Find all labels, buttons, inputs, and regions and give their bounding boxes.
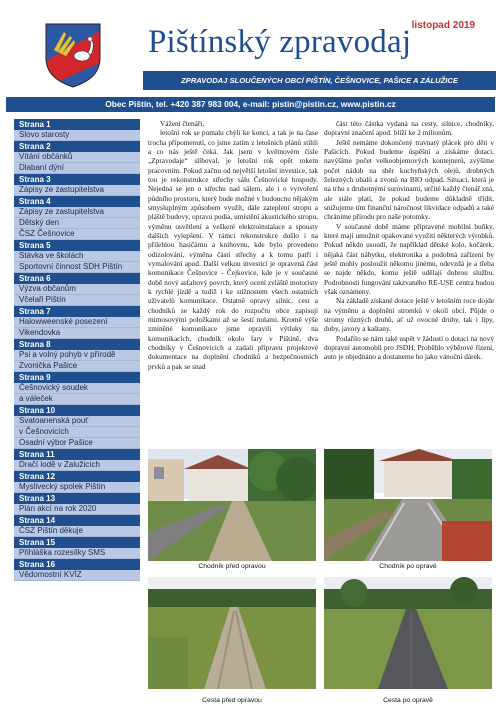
village-coat-of-arms — [44, 22, 102, 88]
toc-item: Sportovní činnost SDH Pištín — [14, 262, 140, 273]
toc-item: Stávka ve školách — [14, 251, 140, 262]
toc-item: Češnovický soudek — [14, 383, 140, 394]
toc-page-number: Strana 11 — [14, 449, 140, 460]
toc-entry — [14, 493, 140, 515]
toc-item: Psi a volný pohyb v přírodě — [14, 350, 140, 361]
toc-item: Zvonička Pašice — [14, 361, 140, 372]
toc-item: v Češnovicích — [14, 427, 140, 438]
toc-item: Osadní výbor Pašice — [14, 438, 140, 449]
toc-page-number: Strana 9 — [14, 372, 140, 383]
article-paragraph: část této částka vydaná na cesty, silnice, chodníky, dopravní značení apod. blíží ke 2 milionům. — [324, 119, 494, 138]
toc-entry — [14, 119, 140, 141]
toc-item: ČSZ Češnovice — [14, 229, 140, 240]
toc-item: Slovo starosty — [14, 130, 140, 141]
toc-item: Myslivecký spolek Pištín — [14, 482, 140, 493]
toc-entry — [14, 196, 140, 240]
toc-item: Vítání občánků — [14, 152, 140, 163]
article-paragraph: Na základě získané dotace ještě v letošním roce dojde na výměnu a doplnění stromků v okolí obcí. Půjde o stromy různých druhů, ať už ovocné druhy, tak i lípy, duby, javory a kaštany. — [324, 296, 494, 334]
toc-page-number: Strana 1 — [14, 119, 140, 130]
toc-page-number: Strana 16 — [14, 559, 140, 570]
toc-page-number: Strana 14 — [14, 515, 140, 526]
toc-page-number: Strana 3 — [14, 174, 140, 185]
toc-item: Vědomostní KVÍZ — [14, 570, 140, 581]
toc-page-number: Strana 6 — [14, 273, 140, 284]
toc-page-number: Strana 4 — [14, 196, 140, 207]
toc-item: Zápisy ze zastupitelstva — [14, 185, 140, 196]
toc-item: Svatoanenská pouť — [14, 416, 140, 427]
photo-caption: Cesta po opravě — [383, 697, 433, 704]
article-column-1 — [148, 119, 318, 371]
article-paragraph: Podařilo se nám také uspět v žádosti o dotaci na nový dopravní automobil pro JSDH. Proběhlo výběrové řízení, auto je objednáno a dostaneme ho jako vánoční dárek. — [324, 333, 494, 362]
photo-sidewalk-after — [324, 449, 492, 561]
toc-entry — [14, 339, 140, 372]
toc-item: a váleček — [14, 394, 140, 405]
toc-entry — [14, 537, 140, 559]
photo-caption: Chodník po opravě — [379, 563, 437, 570]
toc-item: Plán akcí na rok 2020 — [14, 504, 140, 515]
newsletter-subtitle: ZPRAVODAJ SLOUČENÝCH OBCÍ PIŠTÍN, ČEŠNOVICE, PAŠICE A ZÁLUŽICE — [143, 71, 496, 90]
toc-entry — [14, 449, 140, 471]
toc-page-number: Strana 10 — [14, 405, 140, 416]
toc-entry — [14, 471, 140, 493]
newsletter-title: Pištínský zpravodaj — [148, 24, 412, 60]
toc-page-number: Strana 15 — [14, 537, 140, 548]
photo-caption: Chodník před opravou — [198, 563, 266, 570]
toc-entry — [14, 174, 140, 196]
toc-page-number: Strana 8 — [14, 339, 140, 350]
article-paragraph: Vážení čtenáři, — [160, 119, 205, 128]
photo-path-before — [148, 577, 316, 689]
table-of-contents — [14, 119, 140, 581]
toc-item: Přihláška rozesílky SMS — [14, 548, 140, 559]
toc-entry — [14, 141, 140, 174]
toc-item: Včelaři Pištín — [14, 295, 140, 306]
contact-bar: Obec Pištín, tel. +420 387 983 004, e-mail: pistin@pistin.cz, www.pistin.cz — [6, 97, 495, 112]
toc-item: Dračí lodě v Zalužicích — [14, 460, 140, 471]
photo-path-after — [324, 577, 492, 689]
toc-page-number: Strana 5 — [14, 240, 140, 251]
toc-page-number: Strana 7 — [14, 306, 140, 317]
article-paragraph: V současné době máme připravené mobilní buňky, které mají umožnit opakované využití některých výrobků. Pokud někdo usoudí, že například dětské kolo, kočárek, nějaká část nábytku, elektronika a podobná zařízení by ještě mohly posloužit někomu jinému, odevzdá je a třeba se najde někdo, komu ještě udělají dobrou službu. Podrobnosti fungování takzvaného RE-USE centra budou však oznámeny. — [324, 221, 494, 296]
toc-page-number: Strana 2 — [14, 141, 140, 152]
issue-date: listopad 2019 — [411, 20, 475, 31]
toc-item: Zápisy ze zastupitelstva — [14, 207, 140, 218]
toc-item: ČSZ Pištín děkuje — [14, 526, 140, 537]
toc-page-number: Strana 12 — [14, 471, 140, 482]
article-paragraph: Ještě nemáme dokončený travnatý plácek pro děti v Pašicích. Pokud budeme úspěšní a získáme dotaci, navýšíme počet velkoobjemových kontejnerů, zvýšíme počet nádob na sběr kuchyňských olejů, drobných železných obalů a zvonů na BIO odpad. Situaci, která je na trhu s druhotnými surovinami, určité každý čtenář zná, ale stále platí, že pokud budeme důkladně třídit, snižujeme tím finanční náročnost likvidace odpadů a také chránime přírodu pro naše potomky. — [324, 137, 494, 222]
toc-page-number: Strana 13 — [14, 493, 140, 504]
toc-item: Dětský den — [14, 218, 140, 229]
toc-entry — [14, 273, 140, 306]
article-column-2 — [324, 119, 494, 362]
toc-item: Halowweenské posezení — [14, 317, 140, 328]
toc-item: Vikendovka — [14, 328, 140, 339]
toc-entry — [14, 515, 140, 537]
toc-entry — [14, 372, 140, 405]
photo-sidewalk-before — [148, 449, 316, 561]
toc-entry — [14, 559, 140, 581]
toc-entry — [14, 405, 140, 449]
toc-item: Výzva občanům — [14, 284, 140, 295]
article-paragraph: letošní rok se pomalu chýlí ke konci, a tak je na čase trocha připomenutí, co jsme zatím z letošních plánů stihli a co nás ještě čeká. Jak jsem v květnovém čísle „Zpravodaje“ slíboval, je letošní rok opět rokem pracovním. Pokud začnu od největší letošní investice, tak tou je rekonstrukce střechy sálu Češnovické hospody. Nejedná se jen o střechu nad sálem, ale i o vytvoření půdního prostoru, který bude možné v budoucnu nějakým smysluplným způsobem využít, dále zateplení stropu a pláště budovy, opravu podia, umístění akustického stropu, výměnu osvětlení a veškeré elektroinstalace a spousty dalších vylepšení. V rámci rekonstrukce došlo i na přílehlou hasičárnu a knihovnu, kde bylo provedeno odizolování, výměna části střechy a k tomu patří i vymalování apod. Další velkou investicí je opravená část komunikace Češnovice - Čejkovice, kde je v současné době nový asfaltový povrch, který ocení zvláště motoristy k rychlé jízdě a tudíž i ke stížnostem všech ostatních uživatelů komunikace. Ostatně opravy silnic, cest a chodníků se každý rok do rozpočtu obce zapisují mimosovými položkami až se šestí nulami. Kromě výše zmíněné komunikace jsme opravili výtluky na komunikacích, chodník okolo fary v Pištíně, dva chodníky v Češnovicích a zadali přípravu projektové dokumentace na doplnění chodníků a bezpečnostních prvků a pak se snad — [148, 128, 318, 371]
toc-item: Dlabaní dýní — [14, 163, 140, 174]
toc-entry — [14, 240, 140, 273]
photo-caption: Cesta před opravou — [202, 697, 262, 704]
toc-entry — [14, 306, 140, 339]
